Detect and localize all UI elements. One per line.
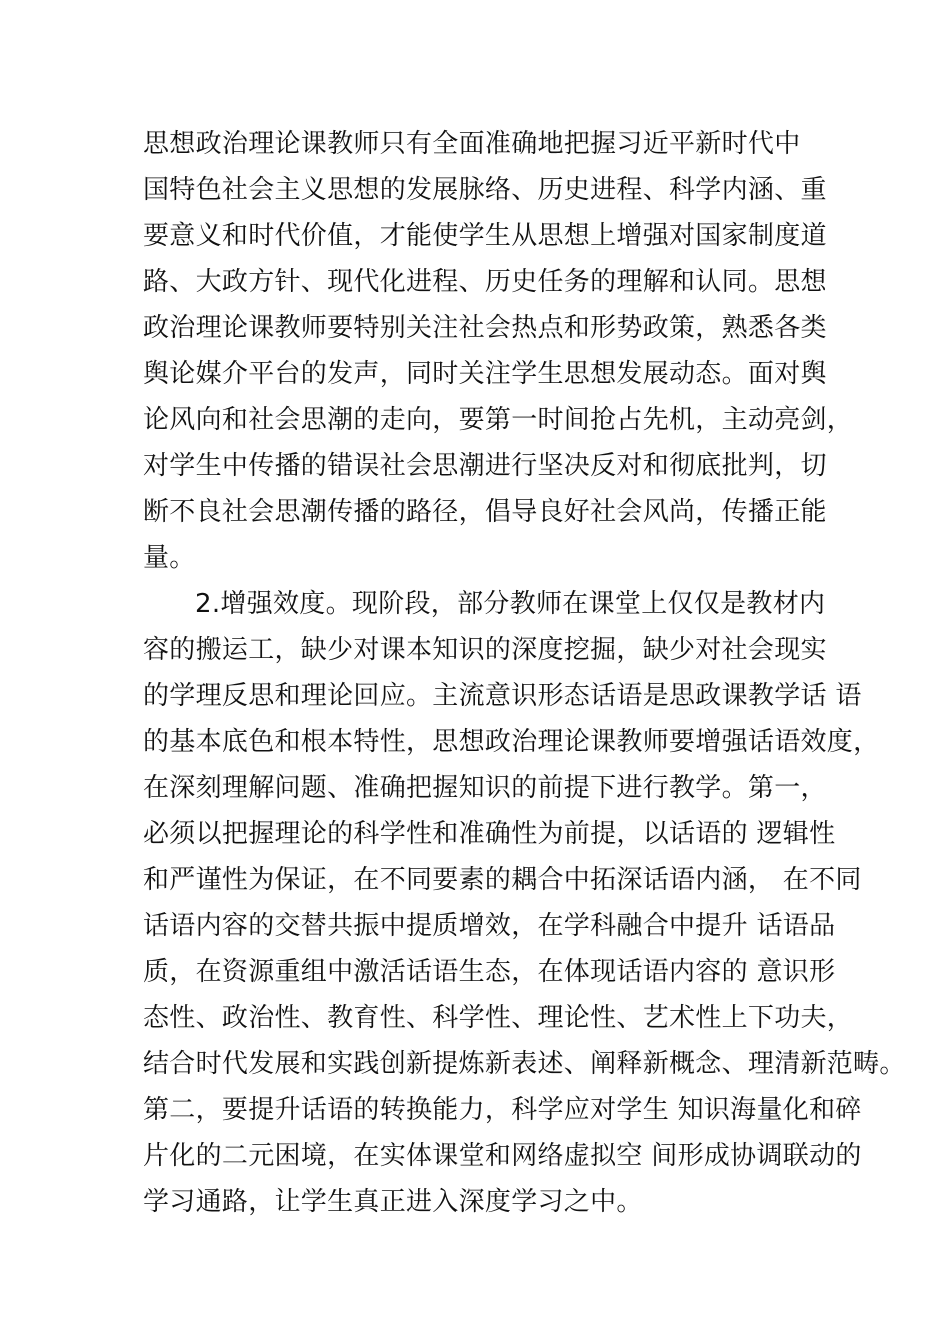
paragraph-heading-line: 2.增强效度。现阶段，部分教师在课堂上仅仅是教材内	[195, 589, 826, 619]
text-line: 必须以把握理论的科学性和准确性为前提，以话语的 逻辑性	[143, 819, 836, 849]
text-line: 对学生中传播的错误社会思潮进行坚决反对和彻底批判，切	[143, 451, 827, 481]
text-line: 第二，要提升话语的转换能力，科学应对学生 知识海量化和碎	[143, 1095, 862, 1125]
text-line: 结合时代发展和实践创新提炼新表述、阐释新概念、理清新范畴。	[143, 1049, 906, 1079]
text-line: 片化的二元困境，在实体课堂和网络虚拟空 间形成协调联动的	[143, 1141, 862, 1171]
text-line: 态性、政治性、教育性、科学性、理论性、艺术性上下功夫，	[143, 1003, 854, 1033]
text-line: 要意义和时代价值，才能使学生从思想上增强对国家制度道	[143, 221, 827, 251]
text-line: 学习通路，让学生真正进入深度学习之中。	[143, 1187, 643, 1217]
text-line: 的学理反思和理论回应。主流意识形态话语是思政课教学话 语	[143, 681, 862, 711]
text-line: 舆论媒介平台的发声，同时关注学生思想发展动态。面对舆	[143, 359, 827, 389]
text-line: 和严谨性为保证，在不同要素的耦合中拓深话语内涵， 在不同	[143, 865, 862, 895]
text-line: 的基本底色和根本特性，思想政治理论课教师要增强话语效度，	[143, 727, 880, 757]
text-line: 容的搬运工，缺少对课本知识的深度挖掘，缺少对社会现实	[143, 635, 827, 665]
text-line: 国特色社会主义思想的发展脉络、历史进程、科学内涵、重	[143, 175, 827, 205]
text-line: 断不良社会思潮传播的路径，倡导良好社会风尚，传播正能	[143, 497, 827, 527]
text-line: 论风向和社会思潮的走向，要第一时间抢占先机，主动亮剑，	[143, 405, 854, 435]
text-line: 路、大政方针、现代化进程、历史任务的理解和认同。思想	[143, 267, 827, 297]
text-line: 话语内容的交替共振中提质增效，在学科融合中提升 话语品	[143, 911, 836, 941]
text-line: 思想政治理论课教师只有全面准确地把握习近平新时代中	[143, 129, 801, 159]
text-line: 质，在资源重组中激活话语生态，在体现话语内容的 意识形	[143, 957, 836, 987]
text-line: 在深刻理解问题、准确把握知识的前提下进行教学。第一，	[143, 773, 827, 803]
text-line: 政治理论课教师要特别关注社会热点和形势政策，熟悉各类	[143, 313, 827, 343]
text-line: 量。	[143, 543, 196, 573]
